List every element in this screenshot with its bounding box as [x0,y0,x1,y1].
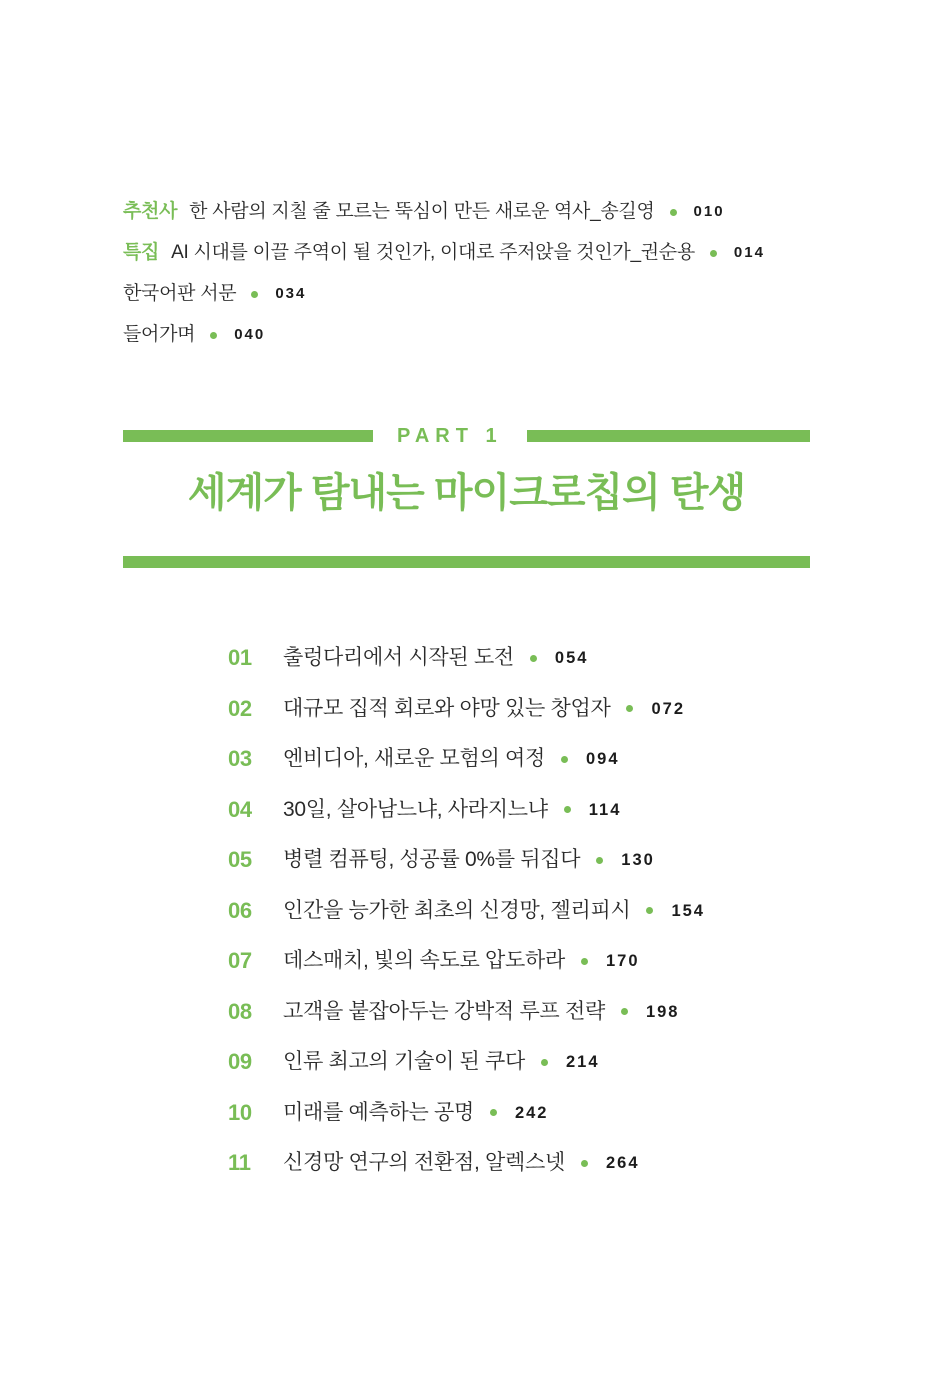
chapter-item [228,849,705,871]
bullet-icon [626,705,633,712]
chapter-item [228,1051,705,1073]
chapter-title: 병렬 컴퓨팅, 성공률 0%를 뒤집다 [283,848,581,871]
bullet-icon [581,1160,588,1167]
divider-bar-full [123,556,810,568]
front-matter-title: 한 사람의 지칠 줄 모르는 뚝심이 만든 새로운 역사_송길영 [189,201,655,222]
chapter-number: 06 [228,897,252,923]
chapter-number: 08 [228,998,252,1024]
bullet-icon [646,907,653,914]
bullet-icon [561,756,568,763]
chapter-title: 미래를 예측하는 공명 [283,1100,474,1124]
chapter-number: 04 [228,796,252,822]
chapter-page-number: 242 [514,1103,549,1122]
bullet-icon [210,332,217,339]
front-matter-title: 한국어판 서문 [123,283,237,304]
chapter-page-number: 094 [585,750,620,768]
front-matter-page-number: 034 [275,285,307,302]
bullet-icon [564,806,571,813]
front-matter-title: AI 시대를 이끌 주역이 될 것인가, 이대로 주저앉을 것인가_권순용 [171,242,695,263]
chapter-item [228,1099,705,1125]
front-matter-item [123,284,765,304]
chapter-page-number: 054 [554,649,589,667]
chapter-number: 02 [228,695,252,721]
front-matter-item [123,202,765,222]
bullet-icon [530,655,537,662]
chapter-page-number: 170 [605,952,640,970]
chapter-item [228,647,705,669]
front-matter-list [123,202,765,345]
chapter-list [228,647,705,1174]
chapter-item [228,748,705,770]
chapter-page-number: 198 [645,1002,680,1021]
front-matter-page-number: 040 [234,326,266,343]
divider-bar-left [123,430,373,442]
chapter-title: 인류 최고의 기술이 된 쿠다 [283,1050,525,1073]
chapter-title: 데스매치, 빛의 속도로 압도하라 [283,949,565,972]
chapter-item [228,897,705,923]
chapter-title: 대규모 집적 회로와 야망 있는 창업자 [283,696,611,720]
bullet-icon [251,291,258,298]
chapter-page-number: 214 [565,1053,600,1071]
chapter-title: 인간을 능가한 최초의 신경망, 젤리피시 [283,898,631,922]
chapter-item [228,950,705,972]
divider-bar-right [527,430,810,442]
bullet-icon [581,958,588,965]
front-matter-label: 특집 [123,242,160,263]
chapter-item [228,695,705,721]
chapter-number: 09 [228,1049,252,1074]
bullet-icon [621,1008,628,1015]
chapter-item [228,796,705,822]
front-matter-item [123,325,765,345]
part-label-row [123,426,810,446]
chapter-number: 01 [228,645,252,670]
bullet-icon [541,1059,548,1066]
chapter-title: 엔비디아, 새로운 모험의 여정 [283,747,545,770]
bullet-icon [596,857,603,864]
chapter-title: 고객을 붙잡아두는 강박적 루프 전략 [283,999,605,1023]
chapter-title: 30일, 살아남느냐, 사라지느냐 [283,797,548,821]
front-matter-page-number: 014 [733,244,765,261]
front-matter-label: 추천사 [123,201,178,222]
front-matter-page-number: 010 [693,203,725,220]
chapter-number: 07 [228,948,252,973]
chapter-item [228,1152,705,1174]
chapter-title: 출렁다리에서 시작된 도전 [283,646,514,669]
part-header [123,426,810,568]
chapter-page-number: 154 [671,901,705,920]
chapter-number: 03 [228,746,252,771]
chapter-number: 10 [228,1099,252,1125]
chapter-page-number: 130 [621,851,655,869]
chapter-number: 05 [228,847,252,872]
chapter-page-number: 114 [588,800,622,819]
chapter-page-number: 072 [651,699,685,718]
part-title: 세계가 탐내는 마이크로칩의 탄생 [187,471,746,515]
chapter-item [228,998,705,1024]
bullet-icon [710,250,717,257]
front-matter-item [123,243,765,263]
chapter-title: 신경망 연구의 전환점, 알렉스넷 [283,1151,565,1174]
chapter-number: 11 [228,1150,251,1175]
bullet-icon [490,1109,497,1116]
chapter-page-number: 264 [605,1154,640,1172]
part-label: PART 1 [397,424,503,447]
front-matter-title: 들어가며 [123,324,196,345]
bullet-icon [670,209,677,216]
